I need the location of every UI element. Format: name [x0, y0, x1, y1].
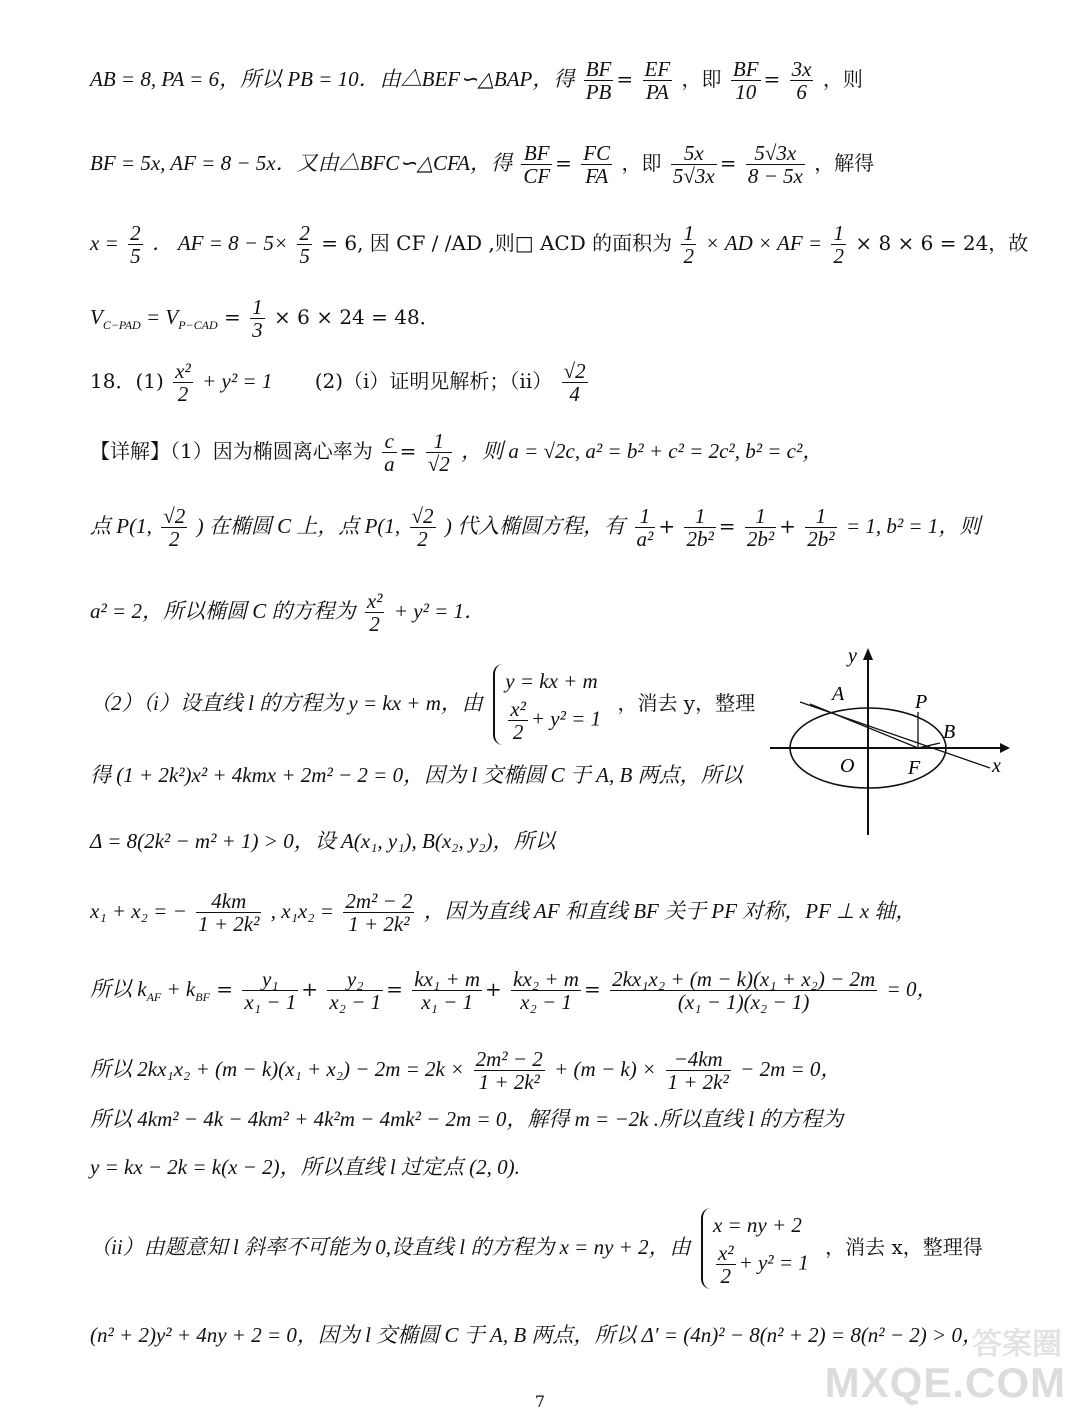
label-o: O	[840, 755, 855, 777]
text: ，即	[621, 151, 662, 176]
text: × 8 × 6 = 24，故	[855, 231, 1029, 256]
line-11: Δ = 8(2k² − m² + 1) > 0，设 A(x₁, y₁), B(x₂, y₂)，所以	[90, 829, 556, 853]
watermark: MXQE.COM	[824, 1359, 1066, 1406]
watermark-cn: 答案圈	[972, 1327, 1062, 1362]
fraction: $\frac{BF}{10}$	[732, 57, 759, 105]
fraction: $\frac{\text{kx₁ + m}}{\text{x₁ − 1}}$	[414, 967, 481, 1015]
fraction: $\frac{\text{2m² − 2}}{\text{1 + 2k²}}$	[345, 889, 413, 937]
fraction: $\frac{\text{kx₂ + m}}{\text{x₂ − 1}}$	[513, 967, 579, 1015]
fraction: $\frac{\text{x²}}{2}$	[175, 359, 191, 407]
fraction: $\frac{1}{2}$	[683, 221, 694, 269]
segment-af	[810, 704, 918, 748]
text: ． AF = 8 − 5×	[151, 231, 289, 256]
line-9: （2）（i）设直线 l 的方程为 y = kx + m，由 y = kx + m $\frac{\text{x²}}{2}$ + y² = 1 ，消去 y，整理	[90, 664, 740, 745]
fraction: $\frac{FC}{FA}$	[583, 141, 611, 189]
label-f: F	[908, 757, 921, 779]
text: BF = 5x, AF = 8 − 5x．又由△BFC∽△CFA，得	[90, 151, 512, 176]
fraction: $\frac{2}{5}$	[299, 221, 310, 269]
fraction: $\frac{\text{y₂}}{\text{x₂ − 1}}$	[329, 967, 382, 1015]
y-axis-arrow	[863, 648, 873, 660]
label-x: x	[992, 755, 1001, 777]
text: ，则 a = √2c, a² = b² + c² = 2c², b² = c²，	[461, 439, 824, 464]
text: AB = 8, PA = 6，所以 PB = 10．由△BEF∽△BAP，得	[90, 67, 575, 92]
label-p: P	[915, 691, 928, 713]
fraction: $\frac{c}{a}$	[384, 429, 395, 477]
text: x =	[90, 231, 119, 256]
line-6: 【详解】（1）因为椭圆离心率为 $\frac{c}{a}$ = $\frac{1}{√2}$ ，则 a = √2c, a² = b² + c² = 2c², b² = c²，	[90, 429, 824, 477]
fraction: $\frac{√2}{4}$	[563, 359, 586, 407]
fraction: $\frac{1}{\text{a²}}$	[636, 504, 654, 552]
equation-system: x = ny + 2 $\frac{\text{x²}}{2}$ + y² = 1	[701, 1208, 815, 1289]
fraction: $\frac{1}{\text{2b²}}$	[807, 504, 835, 552]
fraction: $\frac{BF}{CF}$	[523, 141, 551, 189]
text: 【详解】（1）因为椭圆离心率为	[90, 439, 373, 464]
ellipse-diagram	[760, 640, 1010, 840]
line-15: 所以 4km² − 4k − 4km² + 4k²m − 4mk² − 2m = 0，解得 m = −2k .所以直线 l 的方程为	[90, 1107, 844, 1131]
fraction: $\frac{-4km}{\text{1 + 2k²}}$	[667, 1047, 729, 1095]
question-number: 18．(1)	[90, 369, 164, 394]
line-7: 点 P(1, $\frac{√2}{2}$ ) 在椭圆 C 上，点 P(1, $\frac{√2}{2}$ ) 代入椭圆方程，有 $\frac{1}{\text{a²}}$ + $\frac{1}{\text{2b²}}$ = $\frac{1}{\text{2b²}}$ + $\frac{1}{\text{2b²}}$ = 1, b² = 1，则	[90, 504, 981, 552]
fraction: $\frac{1}{2}$	[833, 221, 844, 269]
line-2: BF = 5x, AF = 8 − 5x．又由△BFC∽△CFA，得 $\frac{BF}{CF}$ = $\frac{FC}{FA}$ ，即 $\frac{5x}{5√3x}$ = $\frac{5√3x}{8 - 5x}$ ，解得	[90, 141, 875, 189]
page-number: 7	[534, 1392, 546, 1411]
equation-system: y = kx + m $\frac{\text{x²}}{2}$ + y² = 1	[493, 664, 607, 745]
line-1: AB = 8, PA = 6，所以 PB = 10．由△BEF∽△BAP，得 $\frac{BF}{PB}$ = $\frac{EF}{PA}$ ，即 $\frac{BF}{10}$ = $\frac{3x}{6}$ ，则	[90, 57, 863, 105]
line-13: 所以 $k_{AF} + k_{BF}$ = $\frac{\text{y₁}}{\text{x₁ − 1}}$ + $\frac{\text{y₂}}{\text{x₂ − 1}}$ = $\frac{\text{kx₁ + m}}{\text{x₁ − 1}}$ + $\frac{\text{kx₂ + m}}{\text{x₂ − 1}}$ = $\frac{\text{2kx₁x₂ + (m − k)(x₁ + x₂) − 2m}}{\text{(x₁ − 1)(x₂ − 1)}}$ = 0，	[90, 967, 938, 1015]
line-17: （ii）由题意知 l 斜率不可能为 0,设直线 l 的方程为 x = ny + 2，由 x = ny + 2 $\frac{\text{x²}}{2}$ + y² = 1 ，消去 x，整理得	[90, 1208, 1040, 1289]
fraction: $\frac{4km}{\text{1 + 2k²}}$	[198, 889, 260, 937]
text: ，则	[822, 67, 863, 92]
text: (2)（i）证明见解析；（ii）	[314, 369, 553, 394]
fraction: $\frac{\text{2kx₁x₂ + (m − k)(x₁ + x₂) − 2m}}{\text{(x₁ − 1)(x₂ − 1)}}$	[612, 967, 876, 1015]
fraction: $\frac{5√3x}{8 - 5x}$	[747, 141, 803, 189]
line-18: (n² + 2)y² + 4ny + 2 = 0，因为 l 交椭圆 C 于 A, B 两点，所以 Δ′ = (4n)² − 8(n² + 2) = 8(n² − 2) > 0，	[90, 1323, 983, 1347]
fraction: $\frac{2}{5}$	[130, 221, 141, 269]
x-axis-arrow	[1000, 743, 1010, 753]
fraction: $\frac{√2}{2}$	[411, 504, 434, 552]
fraction: $\frac{\text{x²}}{2}$	[366, 589, 383, 637]
fraction: $\frac{EF}{PA}$	[644, 57, 671, 105]
line-12: x₁ + x₂ = − $\frac{4km}{\text{1 + 2k²}}$ , x₁x₂ = $\frac{\text{2m² − 2}}{\text{1 + 2k²}}$ ，因为直线 AF 和直线 BF 关于 PF 对称，PF ⊥ x 轴，	[90, 889, 917, 937]
fraction: $\frac{1}{3}$	[252, 295, 263, 343]
line-14: 所以 2kx₁x₂ + (m − k)(x₁ + x₂) − 2m = 2k × $\frac{\text{2m² − 2}}{\text{1 + 2k²}}$ + (m − k) × $\frac{-4km}{\text{1 + 2k²}}$ − 2m = 0，	[90, 1047, 842, 1095]
label-y: y	[848, 645, 857, 667]
fraction: $\frac{√2}{2}$	[163, 504, 186, 552]
fraction: $\frac{3x}{6}$	[791, 57, 812, 105]
fraction: $\frac{5x}{5√3x}$	[672, 141, 715, 189]
text: ，即	[681, 67, 722, 92]
line-10: 得 (1 + 2k²)x² + 4kmx + 2m² − 2 = 0，因为 l 交椭圆 C 于 A, B 两点，所以	[90, 763, 743, 787]
line-3	[90, 222, 1040, 267]
line-4: $V_{C-PAD} = V_{P-CAD}$ = $\frac{1}{3}$ × 6 × 24 = 48．	[90, 295, 440, 343]
text: ，解得	[814, 151, 875, 176]
fraction: $\frac{1}{\text{2b²}}$	[686, 504, 714, 552]
label-a: A	[832, 683, 845, 705]
fraction: $\frac{1}{\text{2b²}}$	[746, 504, 775, 552]
text: × 6 × 24 = 48．	[274, 305, 440, 330]
text: × AD × AF =	[705, 231, 823, 256]
text: = 6, 因 CF / /AD ,则□ ACD 的面积为	[321, 231, 673, 256]
fraction: $\frac{1}{√2}$	[427, 429, 450, 477]
line-5-answer-18: 18．(1) $\frac{\text{x²}}{2}$ + y² = 1 (2)（i）证明见解析；（ii） $\frac{√2}{4}$	[90, 359, 586, 407]
fraction: $\frac{BF}{PB}$	[585, 57, 612, 105]
fraction: $\frac{\text{y₁}}{\text{x₁ − 1}}$	[244, 967, 297, 1015]
fraction: $\frac{\text{2m² − 2}}{\text{1 + 2k²}}$	[475, 1047, 543, 1095]
line-16: y = kx − 2k = k(x − 2)，所以直线 l 过定点 (2, 0).	[90, 1155, 520, 1179]
line-8: a² = 2，所以椭圆 C 的方程为 $\frac{\text{x²}}{2}$ + y² = 1．	[90, 589, 486, 637]
label-b: B	[943, 721, 956, 743]
